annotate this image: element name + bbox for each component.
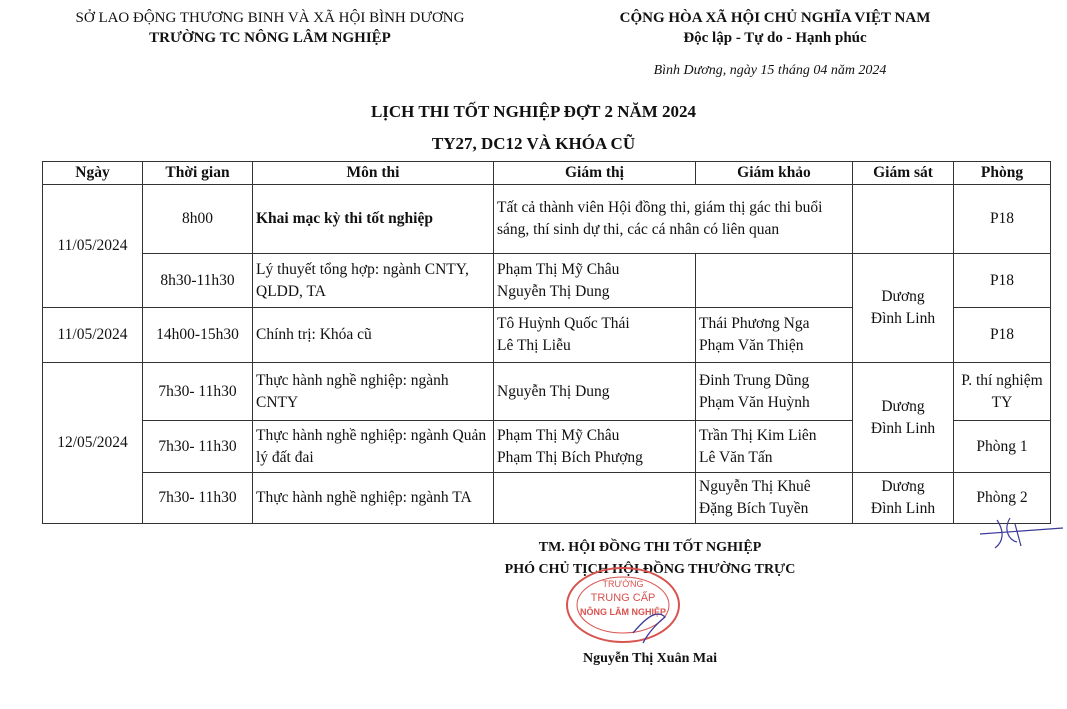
org-line-ministry: SỞ LAO ĐỘNG THƯƠNG BINH VÀ XÃ HỘI BÌNH DƯƠNG — [75, 10, 465, 26]
org-header — [40, 8, 500, 48]
supervisor-name: Dương — [881, 397, 925, 415]
examiner-name: Phạm Văn Thiện — [699, 337, 804, 354]
cell-room: P18 — [954, 185, 1051, 254]
col-header-time: Thời gian — [143, 162, 253, 185]
supervisor-name: Đình Linh — [870, 310, 936, 327]
cell-proctor — [494, 421, 696, 473]
examiner-name: Phạm Văn Huỳnh — [699, 393, 810, 411]
cell-examiner — [696, 473, 853, 524]
cell-subject: Thực hành nghề nghiệp: ngành Quản lý đất đai — [253, 421, 494, 473]
cell-time: 14h00-15h30 — [143, 308, 253, 363]
proctor-name: Phạm Thị Mỹ Châu — [497, 260, 620, 278]
proctor-name: Tô Huỳnh Quốc Thái — [497, 315, 630, 332]
seal-text: TRUNG CẤP — [590, 592, 656, 604]
cell-proctor: Tất cả thành viên Hội đồng thi, giám thị gác thi buổi sáng, thí sinh dự thi, các cá nhân có liên quan — [494, 185, 853, 254]
examiner-name: Đặng Bích Tuyền — [699, 500, 809, 517]
examiner-name: Lê Văn Tấn — [699, 448, 773, 466]
supervisor-name: Đình Linh — [870, 500, 936, 517]
date-line: Bình Dương, ngày 15 tháng 04 năm 2024 — [653, 63, 887, 78]
signer-name: Nguyễn Thị Xuân Mai — [583, 651, 717, 666]
table-header-row — [43, 162, 1051, 185]
cell-supervisor — [853, 185, 954, 254]
cell-time: 7h30- 11h30 — [143, 421, 253, 473]
table-row — [43, 185, 1051, 254]
col-header-supervisor: Giám sát — [853, 162, 954, 185]
cell-time: 7h30- 11h30 — [143, 363, 253, 421]
proctor-name: Nguyễn Thị Dung — [497, 282, 610, 300]
org-line-school: TRƯỜNG TC NÔNG LÂM NGHIỆP — [149, 30, 391, 46]
cell-room: P. thí nghiệm TY — [954, 363, 1051, 421]
col-header-subject: Môn thi — [253, 162, 494, 185]
examiner-name: Nguyễn Thị Khuê — [699, 478, 811, 495]
proctor-name: Lê Thị Liễu — [497, 337, 571, 354]
table-row — [43, 363, 1051, 421]
cell-supervisor — [853, 473, 954, 524]
col-header-room: Phòng — [954, 162, 1051, 185]
examiner-name: Đinh Trung Dũng — [699, 371, 810, 389]
cell-date: 12/05/2024 — [43, 363, 143, 524]
cell-supervisor — [853, 254, 954, 363]
cell-examiner — [696, 254, 853, 308]
motto-line: Độc lập - Tự do - Hạnh phúc — [683, 30, 867, 46]
cell-subject: Chính trị: Khóa cũ — [253, 308, 494, 363]
cell-subject: Thực hành nghề nghiệp: ngành CNTY — [253, 363, 494, 421]
cell-time: 7h30- 11h30 — [143, 473, 253, 524]
proctor-name: Phạm Thị Mỹ Châu — [497, 426, 620, 444]
supervisor-name: Dương — [881, 288, 925, 305]
cell-room: P18 — [954, 254, 1051, 308]
supervisor-name: Đình Linh — [870, 419, 936, 437]
cell-supervisor — [853, 363, 954, 473]
table-row — [43, 254, 1051, 308]
cell-proctor — [494, 254, 696, 308]
document-subtitle: TY27, DC12 VÀ KHÓA CŨ — [431, 134, 636, 153]
cell-date: 11/05/2024 — [43, 308, 143, 363]
nation-header — [570, 8, 980, 48]
exam-schedule-table — [42, 161, 1051, 524]
cell-subject: Thực hành nghề nghiệp: ngành TA — [253, 473, 494, 524]
cell-proctor — [494, 473, 696, 524]
cell-room: Phòng 2 — [954, 473, 1051, 524]
seal-text: TRƯỜNG — [602, 579, 644, 589]
examiner-name: Thái Phương Nga — [699, 315, 810, 332]
col-header-examiner: Giám khảo — [696, 162, 853, 185]
school-seal — [563, 565, 683, 645]
cell-subject: Lý thuyết tổng hợp: ngành CNTY, QLDD, TA — [253, 254, 494, 308]
signature-org-line: TM. HỘI ĐỒNG THI TỐT NGHIỆP — [538, 540, 762, 555]
document-title: LỊCH THI TỐT NGHIỆP ĐỢT 2 NĂM 2024 — [370, 102, 697, 121]
cell-room: P18 — [954, 308, 1051, 363]
cell-time: 8h30-11h30 — [143, 254, 253, 308]
cell-proctor — [494, 308, 696, 363]
cell-time: 8h00 — [143, 185, 253, 254]
cell-examiner — [696, 421, 853, 473]
table-row — [43, 473, 1051, 524]
signature-title-line: PHÓ CHỦ TỊCH HỘI ĐỒNG THƯỜNG TRỰC — [504, 562, 796, 577]
initials-scribble — [975, 512, 1065, 552]
seal-text: NÔNG LÂM NGHIỆP — [579, 607, 667, 617]
cell-examiner — [696, 308, 853, 363]
cell-date: 11/05/2024 — [43, 185, 143, 308]
cell-examiner — [696, 363, 853, 421]
supervisor-name: Dương — [881, 478, 925, 495]
col-header-proctor: Giám thị — [494, 162, 696, 185]
cell-proctor: Nguyễn Thị Dung — [494, 363, 696, 421]
examiner-name: Trần Thị Kim Liên — [699, 426, 817, 444]
proctor-name: Phạm Thị Bích Phượng — [497, 448, 643, 466]
cell-room: Phòng 1 — [954, 421, 1051, 473]
nation-line: CỘNG HÒA XÃ HỘI CHỦ NGHĨA VIỆT NAM — [619, 10, 931, 26]
cell-subject: Khai mạc kỳ thi tốt nghiệp — [253, 185, 494, 254]
col-header-date: Ngày — [43, 162, 143, 185]
